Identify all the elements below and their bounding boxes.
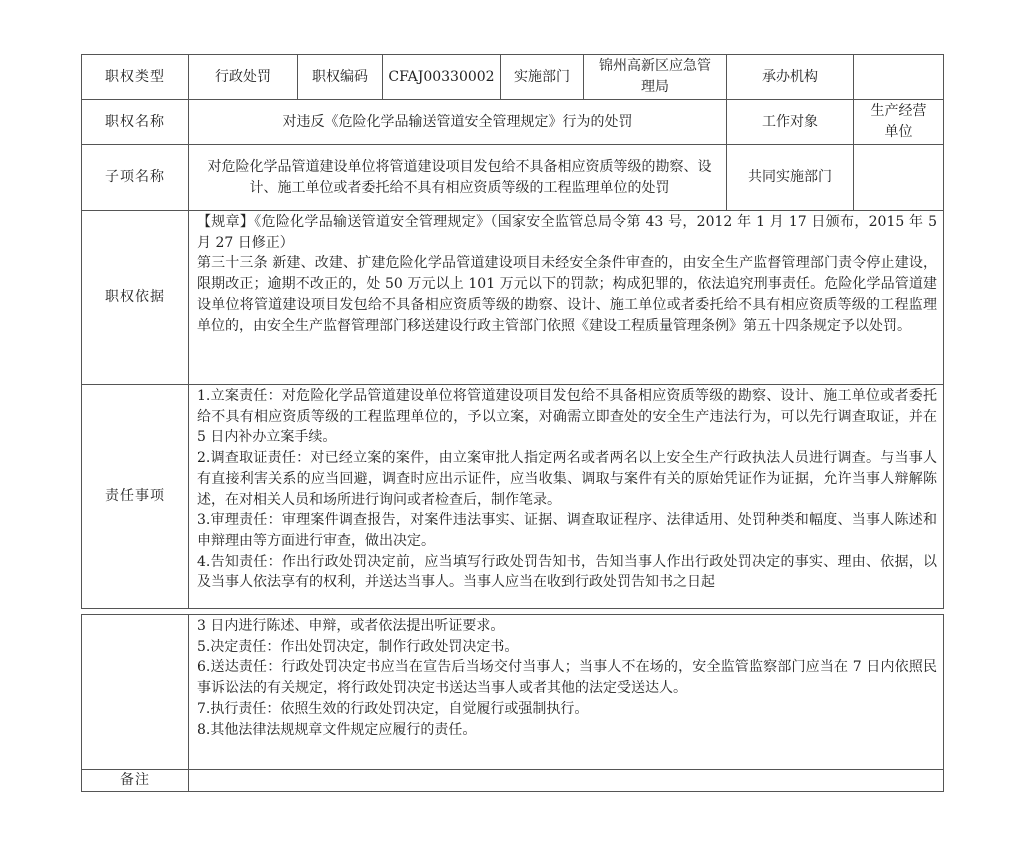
duty-paragraph: 3 日内进行陈述、申辩，或者依法提出听证要求。 (197, 618, 505, 634)
main-table (81, 54, 944, 609)
duty-paragraph: 3.审理责任：审理案件调查报告，对案件违法事实、证据、调查取证程序、法律适用、处罚种类和幅度、当事人陈述和申辩理由等方面进行审查，做出决定。 (197, 512, 937, 549)
duty-paragraph: 4.告知责任：作出行政处罚决定前，应当填写行政处罚告知书，告知当事人作出行政处罚决定的事实、理由、依据，以及当事人依法享有的权利，并送达当事人。当事人应当在收到行政处罚告知书之日起 (197, 553, 937, 591)
dept-value: 锦州高新区应急管理局 (584, 55, 727, 100)
duty-paragraph: 5.决定责任：作出处罚决定，制作行政处罚决定书。 (197, 638, 519, 655)
basis-paragraph: 【规章】《危险化学品输送管道安全管理规定》（国家安全监管总局令第 43 号，2012 年 1 月 17 日颁布，2015 年 5 月 27 日修正） (197, 214, 937, 251)
target-value: 生产经营单位 (854, 100, 944, 145)
type-label: 职权类型 (82, 55, 189, 100)
target-label: 工作对象 (727, 100, 854, 145)
duty-paragraph: 7.执行责任：依照生效的行政处罚决定，自觉履行或强制执行。 (197, 700, 589, 717)
org-value (854, 55, 944, 100)
sub-value: 对危险化学品管道建设单位将管道建设项目发包给不具备相应资质等级的勘察、设计、施工单位或者委托给不具有相应资质等级的工程监理单位的处罚 (189, 145, 727, 211)
duty-paragraph: 1.立案责任：对危险化学品管道建设单位将管道建设项目发包给不具备相应资质等级的勘察、设计、施工单位或者委托给不具有相应资质等级的工程监理单位的，予以立案，对确需立即查处的安全生产违法行为，可以先行调查取证，并在 5 日内补办立案手续。 (197, 388, 937, 446)
duty-paragraph: 8.其他法律法规规章文件规定应履行的责任。 (197, 721, 477, 738)
basis-paragraph: 第三十三条 新建、改建、扩建危险化学品管道建设项目未经安全条件审查的，由安全生产监督管理部门责令停止建设，限期改正；逾期不改正的，处 50 万元以上 101 万元以下的罚款；构成犯罪的，依法追究刑事责任。危险化学品管道建设单位将管道建设项目发包给不具备相应资质等级的勘察、设计、施工单位或者委托给不具有相应资质等级的工程监理单位的，由安全生产监督管理部门移送建设行政主管部门依照《建设工程质量管理条例》第五十四条规定予以处罚。 (197, 255, 937, 334)
authority-table (81, 54, 943, 792)
duty-content-page2 (189, 615, 944, 770)
org-label: 承办机构 (727, 55, 854, 100)
remark-label: 备注 (82, 770, 189, 792)
remark-value (189, 770, 944, 792)
name-label: 职权名称 (82, 100, 189, 145)
duty-paragraph: 2.调查取证责任：对已经立案的案件，由立案审批人指定两名或者两名以上安全生产行政执法人员进行调查。与当事人有直接利害关系的应当回避，调查时应出示证件，应当收集、调取与案件有关的原始凭证作为证据，允许当事人辩解陈述，在对相关人员和场所进行询问或者检查后，制作笔录。 (197, 450, 937, 508)
duty-label: 责任事项 (82, 385, 189, 609)
code-label: 职权编码 (298, 55, 383, 100)
code-value: CFAJ00330002 (383, 55, 501, 100)
dept-label: 实施部门 (501, 55, 584, 100)
duty-paragraph: 6.送达责任：行政处罚决定书应当在宣告后当场交付当事人；当事人不在场的，安全监管监察部门应当在 7 日内依照民事诉讼法的有关规定，将行政处罚决定书送达当事人或者其他的法定受送达人。 (197, 659, 937, 697)
continued-table (81, 614, 943, 792)
duty-content-page1 (189, 385, 944, 609)
joint-value (854, 145, 944, 211)
basis-label: 职权依据 (82, 211, 189, 385)
joint-label: 共同实施部门 (727, 145, 854, 211)
continued-table-body (81, 614, 944, 792)
duty-label-continued (82, 615, 189, 770)
basis-content (189, 211, 944, 385)
sub-label: 子项名称 (82, 145, 189, 211)
name-value: 对违反《危险化学品输送管道安全管理规定》行为的处罚 (189, 100, 727, 145)
type-value: 行政处罚 (189, 55, 298, 100)
